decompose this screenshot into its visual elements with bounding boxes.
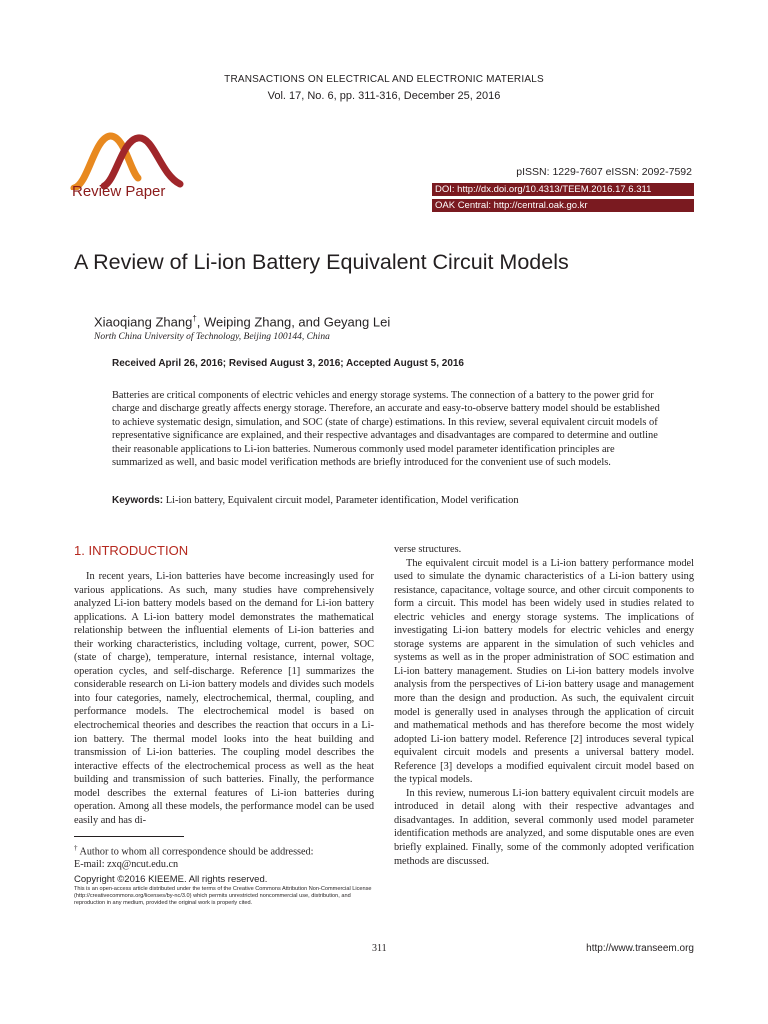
- footnote-line1: Author to whom all correspondence should be addressed:: [77, 846, 314, 858]
- journal-logo: [68, 130, 188, 190]
- logo-arch-red: [104, 138, 180, 186]
- review-paper-label: Review Paper: [72, 183, 166, 200]
- journal-title: TRANSACTIONS ON ELECTRICAL AND ELECTRONIC MATERIALS: [224, 74, 544, 85]
- footnote-dagger: †: [74, 844, 78, 852]
- authors: [94, 314, 390, 329]
- author-dagger: †: [192, 314, 197, 323]
- website-link[interactable]: http://www.transeem.org: [586, 943, 694, 954]
- paragraph-continuation: verse structures.: [394, 544, 462, 555]
- issn: pISSN: 1229-7607 eISSN: 2092-7592: [516, 166, 692, 178]
- affiliation: North China University of Technology, Beijing 100144, China: [94, 332, 330, 342]
- page-number: 311: [372, 943, 387, 954]
- received-dates: Received April 26, 2016; Revised August 3, 2016; Accepted August 5, 2016: [112, 358, 464, 369]
- left-column: [74, 570, 374, 827]
- keywords-text: Li-ion battery, Equivalent circuit model, Parameter identification, Model verification: [165, 495, 519, 506]
- oak-central-link[interactable]: OAK Central: http://central.oak.go.kr: [432, 199, 694, 212]
- footnote-email: E-mail: zxq@ncut.edu.cn: [74, 859, 179, 871]
- paragraph: The equivalent circuit model is a Li-ion battery performance model used to simulate the dynamic characteristics of a Li-ion battery using resistance, capacitance, voltage source, and other circuit components to form a circuit. This model has been widely used in studies related to electric vehicles and energy storage systems. The implications of investigating Li-ion battery models for electric vehicles and energy storage systems are apparent in the simulation of such vehicles and systems as well as in the proper administration of SOC estimation and Li-ion battery management. Studies on Li-ion battery models involve analysis from the perspectives of Li-ion battery usage and management more than the design and production. As such, the equivalent circuit model is generally used in analyses through the application of circuit and mathematical methods and has therefore become the most widely adopted Li-ion battery model. Reference [2] introduces several typical equivalent circuit models and presents a universal battery model. Reference [3] develops a modified equivalent circuit model based on the typical models.: [394, 557, 694, 786]
- keywords-label: Keywords:: [112, 495, 164, 506]
- copyright: Copyright ©2016 KIEEME. All rights reserved.: [74, 874, 268, 885]
- paper-title: A Review of Li-ion Battery Equivalent Circuit Models: [74, 250, 569, 274]
- journal-volume: Vol. 17, No. 6, pp. 311-316, December 25, 2016: [267, 90, 501, 102]
- paragraph: In this review, numerous Li-ion battery equivalent circuit models are introduced in detail along with their respective advantages and disadvantages. In addition, several commonly used model parameter identification methods are analyzed, and some disputable ones are even briefly explained. Finally, some of the commonly adopted verification methods are discussed.: [394, 787, 694, 867]
- right-column: [394, 543, 694, 868]
- footnote-rule: [74, 836, 184, 837]
- author-rest: , Weiping Zhang, and Geyang Lei: [196, 314, 391, 330]
- keywords: [112, 495, 519, 506]
- author-first: Xiaoqiang Zhang: [94, 314, 193, 330]
- license-text: This is an open-access article distributed under the terms of the Creative Commons Attribution Non-Commercial License (http://creativecommons.org/licenses/by-nc/3.0) which permits unrestricted noncommercial use, distribution, and reproduction in any medium, provided the original work is properly cited.: [74, 886, 372, 906]
- abstract: Batteries are critical components of electric vehicles and energy storage systems. The connection of a battery to the power grid for charge and discharge greatly affects energy storage. Therefore, an accurate and easy-to-observe battery model should be established to achieve systematic design, simulation, and SOC (state of charge) estimations. In this review, several equivalent circuit models of representative significance are explained, and their respective advantages and disadvantages are compared to determine and outline their reasonable applications to Li-ion batteries. Numerous commonly used model parameter identification principles are summarized as well, and basic model verification methods are briefly introduced for the convenient use of such models.: [112, 390, 660, 469]
- correspondence-footnote: [74, 842, 313, 871]
- section-heading: 1. INTRODUCTION: [74, 543, 189, 558]
- doi-link[interactable]: DOI: http://dx.doi.org/10.4313/TEEM.2016.17.6.311: [432, 183, 694, 196]
- paragraph: In recent years, Li-ion batteries have become increasingly used for various applications. As such, many studies have comprehensively analyzed Li-ion battery models based on the demand for Li-ion battery applications. A Li-ion battery model demonstrates the mathematical relationship between the influential elements of Li-ion batteries and their working characteristics, including voltage, current, power, SOC (state of charge), temperature, internal resistance, internal voltage, operation cycles, and self-discharge. Reference [1] summarizes the considerable research on Li-ion battery models and divides such models into four categories, namely, electrochemical, thermal, coupling, and performance models. The electrochemical model is based on electrochemical theories and describes the reaction that occurs in a Li-ion battery. The thermal model looks into the heat building and transmission of Li-ion batteries. The coupling model describes the interactive effects of the electrochemical process as well as the heat building and transmission of such batteries. Finally, the performance model describes the external features of Li-ion batteries during operation. Among all these models, the performance model can be used easily and has di-: [74, 571, 374, 826]
